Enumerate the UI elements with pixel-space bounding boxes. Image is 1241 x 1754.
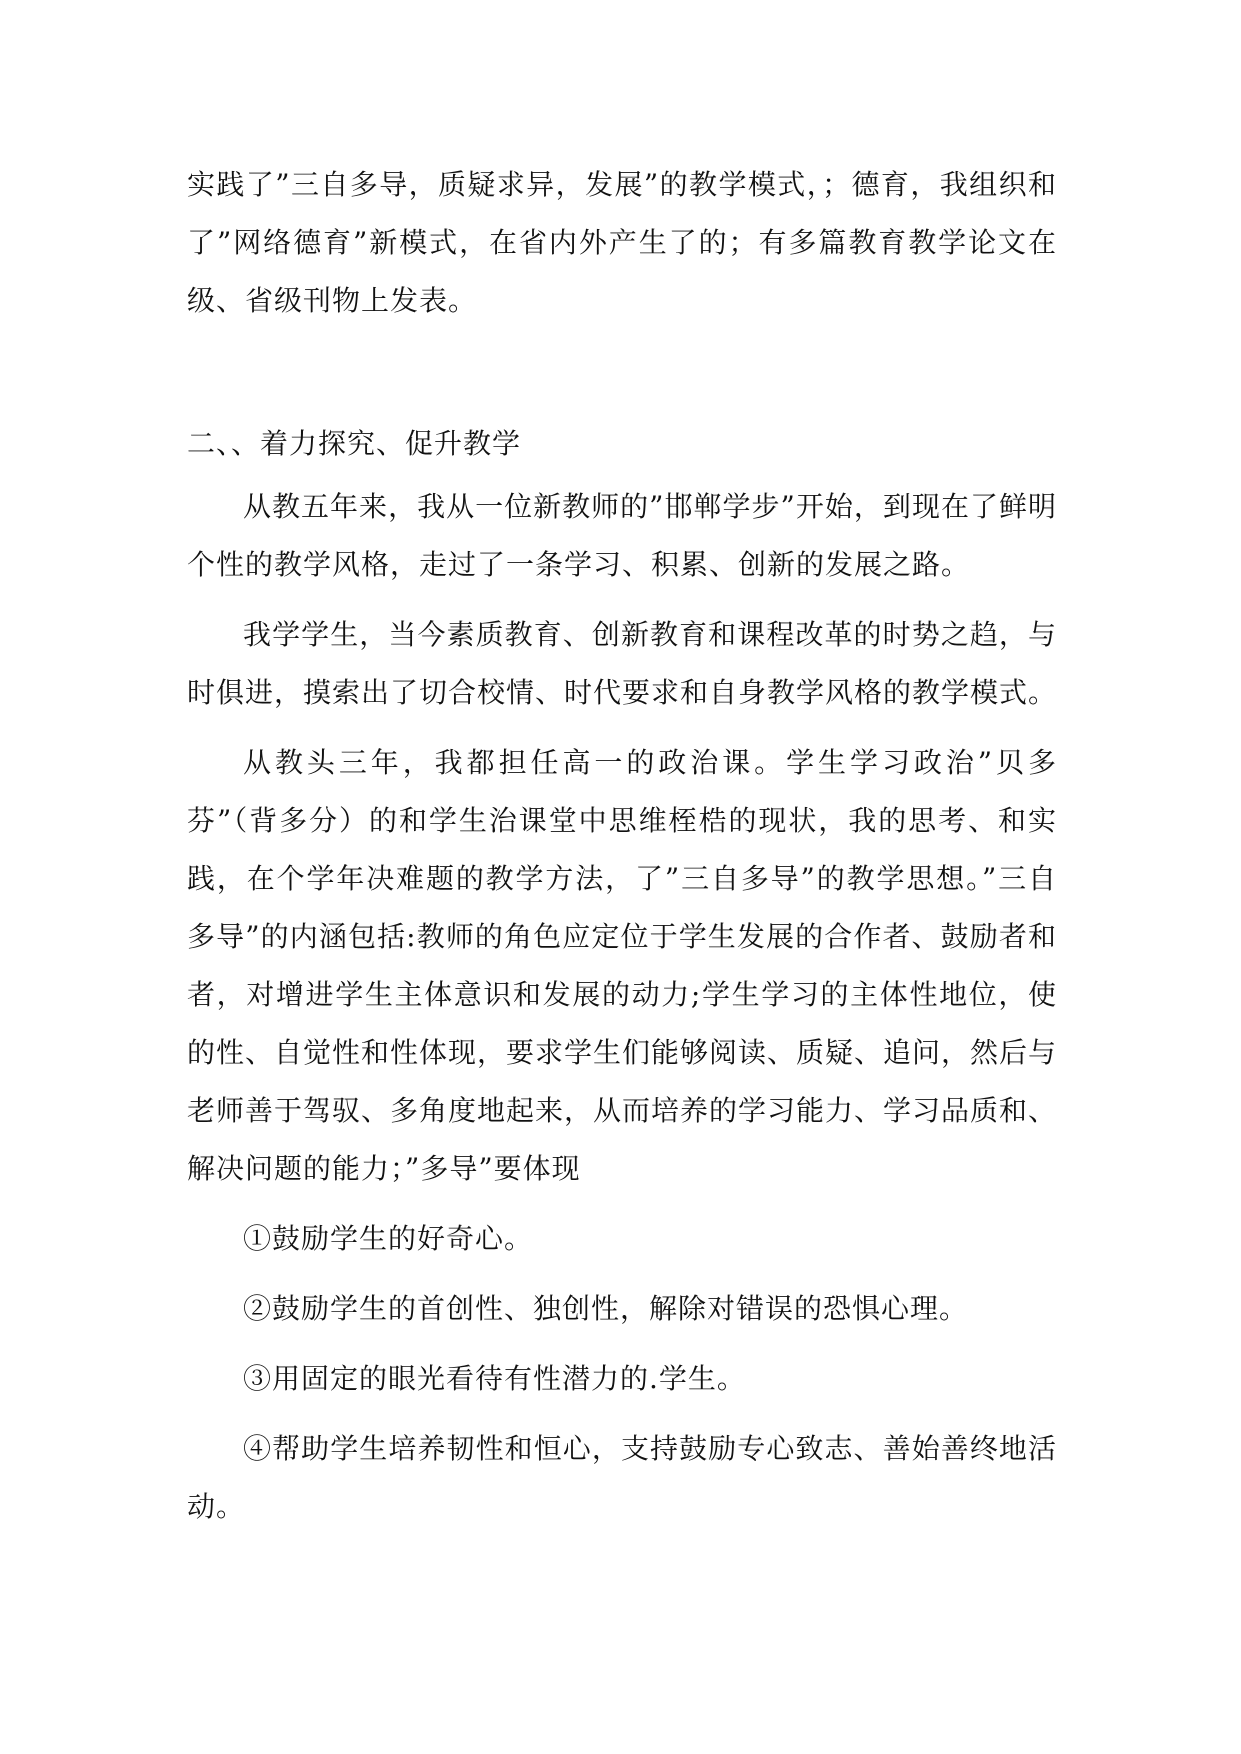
list-item: ①鼓励学生的好奇心。 <box>243 1222 534 1255</box>
body-block <box>187 478 1057 1548</box>
section-heading: 二、、着力探究、促升教学 <box>187 427 522 460</box>
paragraph-intro-career: 从教五年来，我从一位新教师的”邯郸学步”开始，到现在了鲜明个性的教学风格，走过了一条学习、积累、创新的发展之路。 <box>187 490 1057 581</box>
list-item: ②鼓励学生的首创性、独创性，解除对错误的恐惧心理。 <box>243 1292 969 1325</box>
intro-block <box>187 156 1057 330</box>
list-item: ④帮助学生培养韧性和恒心，支持鼓励专心致志、善始善终地活动。 <box>187 1432 1057 1523</box>
list-item: ③用固定的眼光看待有性潜力的.学生。 <box>243 1362 746 1395</box>
paragraph-three-self: 从教头三年，我都担任高一的政治课。学生学习政治”贝多芬”（背多分）的和学生治课堂中思维桎梏的现状，我的思考、和实践，在个学年决难题的教学方法，了”三自多导”的教学思想。”三自多导”的内涵包括:教师的角色应定位于学生发展的合作者、鼓励者和者，对增进学生主体意识和发展的动力;学生学习的主体性地位，使的性、自觉性和性体现，要求学生们能够阅读、质疑、追问，然后与老师善于驾驭、多角度地起来，从而培养的学习能力、学习品质和、解决问题的能力；”多导”要体现 <box>187 746 1058 1185</box>
intro-paragraph: 实践了”三自多导，质疑求异，发展”的教学模式，；德育，我组织和了”网络德育”新模式，在省内外产生了的；有多篇教育教学论文在级、省级刊物上发表。 <box>187 168 1057 317</box>
paragraph-teaching-mode: 我学学生，当今素质教育、创新教育和课程改革的时势之趋，与时俱进，摸索出了切合校情、时代要求和自身教学风格的教学模式。 <box>187 618 1058 709</box>
